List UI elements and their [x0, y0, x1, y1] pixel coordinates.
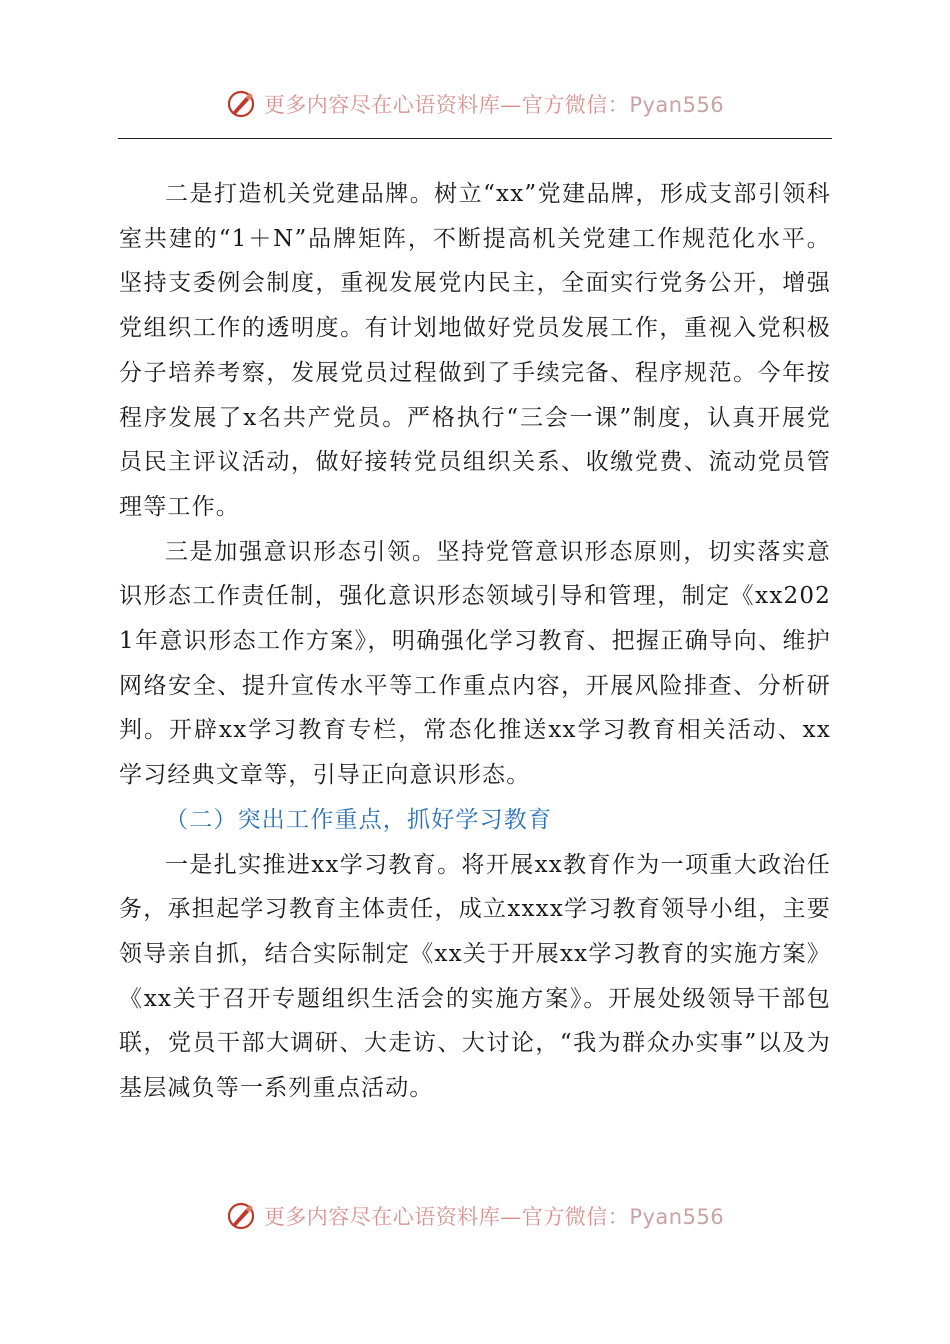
- header-divider: [118, 138, 832, 139]
- paragraph-ideology: 三是加强意识形态引领。坚持党管意识形态原则，切实落实意识形态工作责任制，强化意识形态领域引导和管理，制定《xx2021年意识形态工作方案》，明确强化学习教育、把握正确导向、维护网络安全、提升宣传水平等工作重点内容，开展风险排查、分析研判。开辟xx学习教育专栏，常态化推送xx学习教育相关活动、xx学习经典文章等，引导正向意识形态。: [119, 538, 831, 789]
- paragraph-study-education: 一是扎实推进xx学习教育。将开展xx教育作为一项重大政治任务，承担起学习教育主体责任，成立xxxx学习教育领导小组，主要领导亲自抓，结合实际制定《xx关于开展xx学习教育的实施方案》《xx关于召开专题组织生活会的实施方案》。开展处级领导干部包联，党员干部大调研、大走访、大讨论，“我为群众办实事”以及为基层减负等一系列重点活动。: [119, 851, 831, 1102]
- section-heading: （二）突出工作重点，抓好学习教育: [165, 806, 553, 833]
- pen-logo-icon: [226, 1201, 256, 1231]
- banner-label: 更多内容尽在心语资料库—官方微信：: [263, 93, 630, 117]
- banner-label: 更多内容尽在心语资料库—官方微信：: [263, 1205, 630, 1229]
- header-banner: [0, 84, 950, 124]
- paragraph-party-brand: 二是打造机关党建品牌。树立“xx”党建品牌，形成支部引领科室共建的“1＋N”品牌矩阵，不断提高机关党建工作规范化水平。坚持支委例会制度，重视发展党内民主，全面实行党务公开，增强党组织工作的透明度。有计划地做好党员发展工作，重视入党积极分子培养考察，发展党员过程做到了手续完备、程序规范。今年按程序发展了x名共产党员。严格执行“三会一课”制度，认真开展党员民主评议活动，做好接转党员组织关系、收缴党费、流动党员管理等工作。: [119, 181, 831, 520]
- wechat-id: Pyan556: [629, 93, 725, 117]
- pen-logo-icon: [226, 89, 256, 119]
- wechat-id: Pyan556: [629, 1205, 725, 1229]
- footer-banner-text: [264, 1201, 724, 1231]
- footer-banner: [0, 1196, 950, 1236]
- header-banner-text: [264, 89, 724, 119]
- document-body: [119, 172, 831, 1111]
